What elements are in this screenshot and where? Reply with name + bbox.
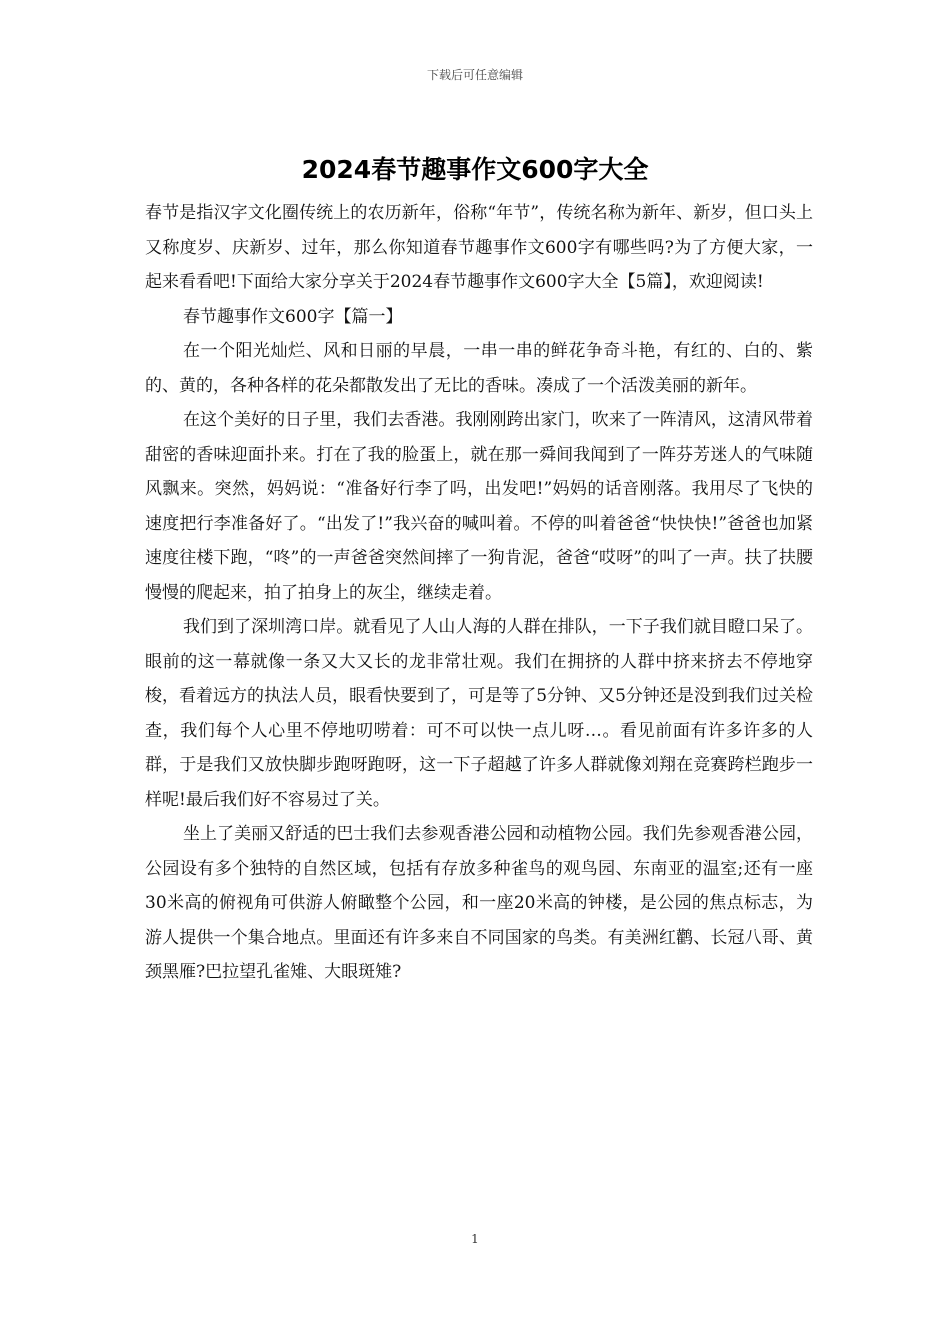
body-paragraph-4: 坐上了美丽又舒适的巴士我们去参观香港公园和动植物公园。我们先参观香港公园，公园设有多个独特的自然区域，包括有存放多种雀鸟的观鸟园、东南亚的温室;还有一座30米高的俯视角可供游人俯瞰整个公园，和一座20米高的钟楼，是公园的焦点标志，为游人提供一个集合地点。里面还有许多来自不同国家的鸟类。有美洲红鹳、长冠八哥、黄颈黑雁?巴拉望孔雀雉、大眼斑雉? — [145, 824, 813, 982]
page-number: 1 — [471, 1232, 479, 1246]
body-paragraph-2: 在这个美好的日子里，我们去香港。我刚刚跨出家门，吹来了一阵清风，这清风带着甜密的香味迎面扑来。打在了我的脸蛋上，就在那一舜间我闻到了一阵芬芳迷人的气味随风飘来。突然，妈妈说：“准备好行李了吗，出发吧!”妈妈的话音刚落。我用尽了飞快的速度把行李准备好了。“出发了!”我兴奋的喊叫着。不停的叫着爸爸“快快快!”爸爸也加紧速度往楼下跑，“咚”的一声爸爸突然间摔了一狗肯泥，爸爸“哎呀”的叫了一声。扶了扶腰慢慢的爬起来，拍了拍身上的灰尘，继续走着。 — [145, 410, 813, 603]
document-title: 2024春节趣事作文600字大全 — [301, 155, 649, 184]
page-header: 下载后可任意编辑 — [426, 68, 523, 82]
document-body — [145, 196, 813, 990]
body-paragraph-1: 在一个阳光灿烂、风和日丽的早晨，一串一串的鲜花争奇斗艳，有红的、白的、紫的、黄的，各种各样的花朵都散发出了无比的香味。凑成了一个活泼美丽的新年。 — [145, 341, 813, 396]
section-heading: 春节趣事作文600字【篇一】 — [183, 306, 403, 327]
intro-paragraph: 春节是指汉字文化圈传统上的农历新年，俗称“年节”，传统名称为新年、新岁，但口头上又称度岁、庆新岁、过年，那么你知道春节趣事作文600字有哪些吗?为了方便大家，一起来看看吧!下面给大家分享关于2024春节趣事作文600字大全【5篇】，欢迎阅读! — [145, 203, 813, 292]
body-paragraph-3: 我们到了深圳湾口岸。就看见了人山人海的人群在排队，一下子我们就目瞪口呆了。眼前的这一幕就像一条又大又长的龙非常壮观。我们在拥挤的人群中挤来挤去不停地穿梭，看着远方的执法人员，眼看快要到了，可是等了5分钟、又5分钟还是没到我们过关检查，我们每个人心里不停地叨唠着：可不可以快一点儿呀…。看见前面有许多许多的人群，于是我们又放快脚步跑呀跑呀，这一下子超越了许多人群就像刘翔在竞赛跨栏跑步一样呢!最后我们好不容易过了关。 — [145, 617, 813, 810]
